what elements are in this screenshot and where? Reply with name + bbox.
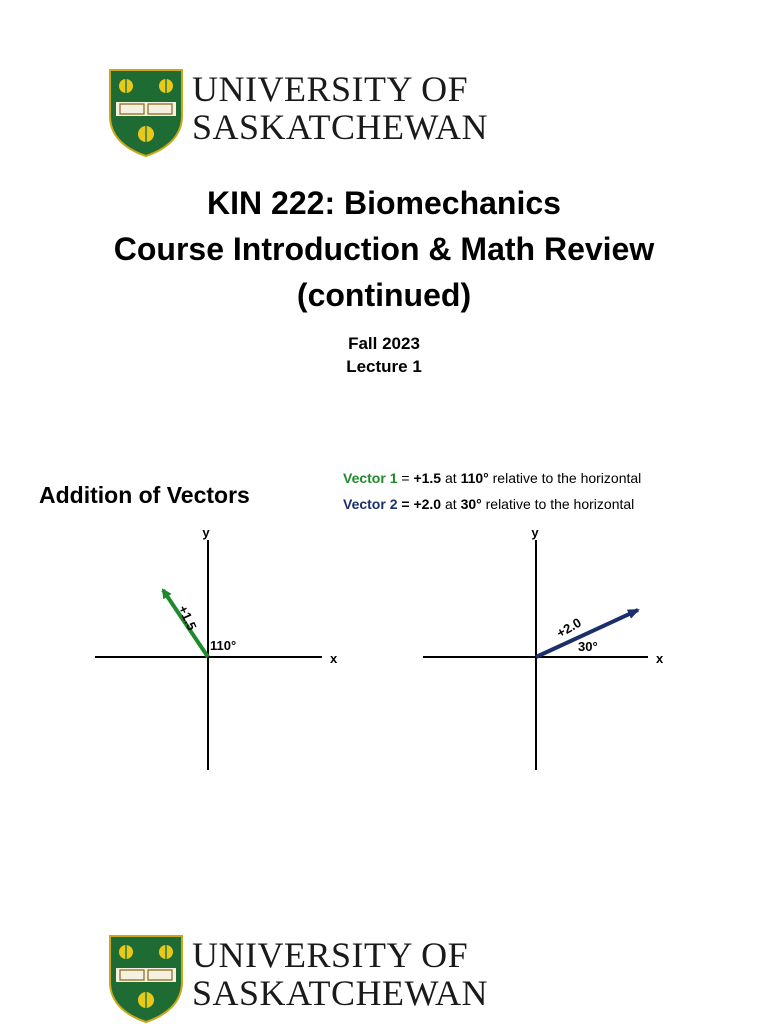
vector-2-angle: 30° [460,496,482,512]
vector-diagrams [0,520,768,780]
lecture-label: Lecture 1 [346,357,422,376]
crest-icon [108,68,184,158]
vector-2-name: Vector 2 [343,496,398,512]
logo-footer-line-1: UNIVERSITY OF [192,935,469,975]
vector-1-suffix: relative to the horizontal [488,470,642,486]
vector-1-equals: = [397,470,414,486]
vector-2-equals: = [397,496,414,512]
vector-2-at: at [441,496,461,512]
university-logo-footer [108,934,508,1024]
right-plot [423,525,664,770]
title-line-3: (continued) [296,277,472,313]
vector-1-angle: 110° [460,470,489,486]
lecture-info [0,332,768,378]
vector-2-suffix: relative to the horizontal [481,496,635,512]
vector-2-description [343,496,634,512]
right-y-label: y [531,525,539,540]
logo-footer-line-2: SASKATCHEWAN [192,973,489,1013]
vector-1-angle-label: 110° [210,638,237,653]
right-x-label: x [656,651,664,666]
vector-1-description [343,470,641,486]
section-heading: Addition of Vectors [39,482,250,508]
left-y-label: y [202,525,210,540]
vector-2-magnitude: +2.0 [413,496,442,512]
logo-line-2: SASKATCHEWAN [192,107,489,147]
title-line-1: KIN 222: Biomechanics [207,185,561,221]
vector-1-name: Vector 1 [343,470,398,486]
page-title [0,180,768,318]
logo-line-1: UNIVERSITY OF [192,69,469,109]
term-label: Fall 2023 [348,334,420,353]
university-logo [108,68,508,158]
left-x-label: x [330,651,338,666]
left-plot [95,525,338,770]
vector-1-label: +1.5 [175,602,200,633]
vector-2-angle-label: 30° [578,639,598,654]
vector-1-magnitude: +1.5 [413,470,442,486]
vector-1-at: at [441,470,461,486]
title-line-2: Course Introduction & Math Review [113,231,655,267]
crest-icon [108,934,184,1024]
vector-2-label: +2.0 [554,614,584,641]
